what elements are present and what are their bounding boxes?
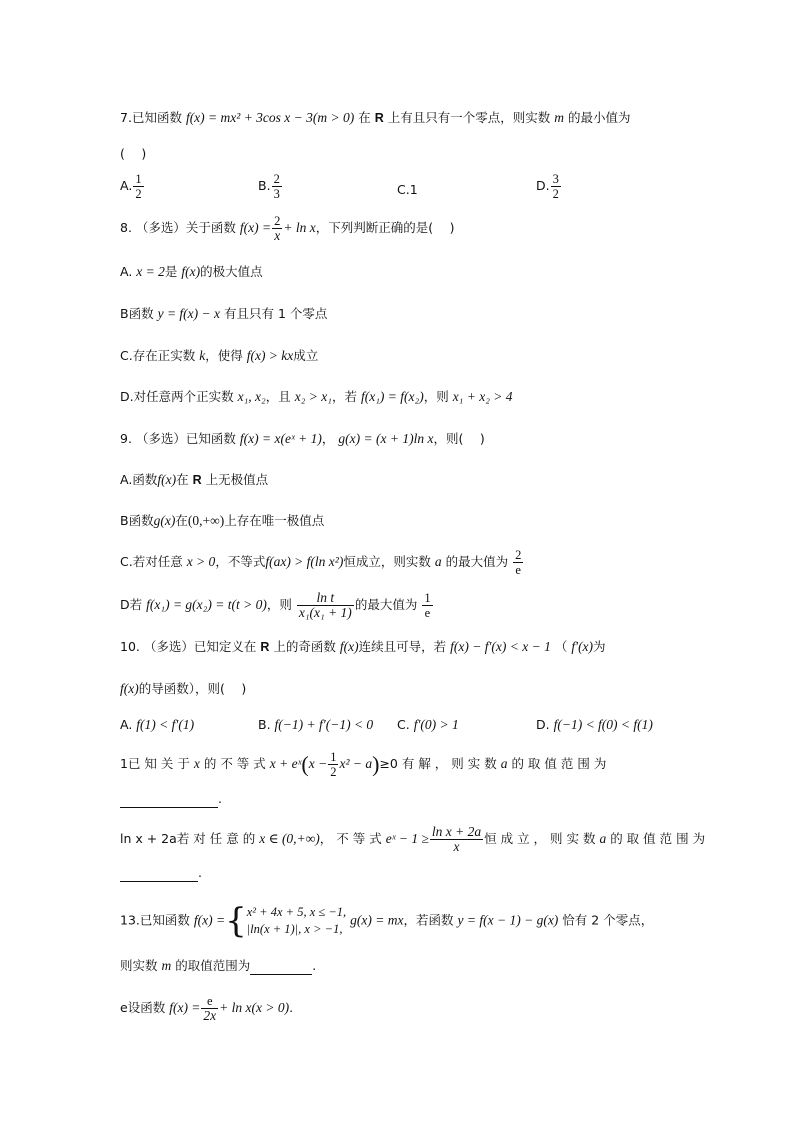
- text: 已知函数: [131, 110, 182, 125]
- math-variable: a: [599, 831, 607, 846]
- math-expression: f(x): [181, 264, 201, 279]
- fraction: [201, 994, 218, 1023]
- fraction: [513, 548, 523, 577]
- text: .: [312, 958, 317, 973]
- math-expression: x₁, x₂: [237, 389, 266, 404]
- math-expression: x −: [308, 756, 328, 771]
- text: 的 取 值 范 围 为: [610, 831, 706, 846]
- option-label: C.: [397, 717, 410, 732]
- denominator: x: [274, 228, 281, 243]
- text: 连续且可导，若: [358, 639, 447, 654]
- fraction: [328, 750, 338, 779]
- text: 是: [164, 264, 178, 279]
- option-label: B.: [258, 178, 271, 193]
- text: 存在正实数: [132, 348, 196, 363]
- math-expression: g(x) = mx: [350, 912, 404, 928]
- text: 为: [593, 639, 606, 654]
- option-label: C.: [120, 554, 133, 569]
- text: 函数: [132, 472, 158, 487]
- case-1: x² + 4x + 5, x ≤ −1,: [246, 905, 347, 919]
- text: 的 取 值 范 围 为: [511, 756, 607, 771]
- math-expression: f(−1) + f′(−1) < 0: [274, 717, 374, 732]
- denominator: 2: [552, 187, 559, 201]
- denominator: 2: [330, 765, 337, 779]
- math-expression: f(x): [339, 639, 359, 654]
- case-2: |ln(x + 1)|, x > −1,: [246, 922, 343, 936]
- fraction: [297, 591, 354, 620]
- denominator: e: [515, 563, 521, 577]
- question-13-line-2: [120, 957, 316, 975]
- math-variable: k: [199, 348, 206, 363]
- text: 上有且只有一个零点，则实数: [387, 110, 551, 125]
- math-expression: y = f(x − 1) − g(x): [457, 912, 559, 928]
- text: 的导函数），则( ): [138, 681, 247, 696]
- text: 已知函数: [139, 912, 190, 928]
- option-b: [258, 172, 283, 201]
- option-a: [120, 172, 145, 201]
- math-expression: f(−1) < f(0) < f(1): [553, 717, 653, 732]
- math-expression: f(x) =: [169, 1000, 201, 1015]
- answer-blank[interactable]: [120, 867, 198, 882]
- numerator: 1: [330, 750, 337, 764]
- text: ，若: [331, 389, 357, 404]
- question-9-option-c: [120, 548, 524, 577]
- math-expression: x = 2: [136, 264, 165, 279]
- numerator: 2: [274, 214, 281, 228]
- question-8-option-a: [120, 263, 263, 281]
- text: 若: [129, 597, 143, 612]
- text: （多选）已知定义在: [143, 639, 257, 654]
- question-9-option-a: [120, 471, 268, 489]
- text: 在: [176, 472, 189, 487]
- text: .: [198, 865, 202, 880]
- text: 恒成立，则实数: [343, 554, 431, 569]
- text: 成立: [293, 348, 319, 363]
- option-value: 1: [409, 182, 418, 197]
- left-paren: (: [301, 751, 309, 777]
- math-expression: f(x₁) = f(x₂): [360, 389, 424, 404]
- math-expression: f(x) − f′(x) < x − 1: [450, 639, 551, 654]
- math-expression: f′(0) > 1: [413, 717, 459, 732]
- math-expression: f′(x): [571, 639, 594, 654]
- option-label: B: [120, 306, 129, 321]
- question-14: [120, 994, 293, 1023]
- question-10-line-2: [120, 680, 246, 698]
- text: 若对任意: [132, 554, 183, 569]
- math-expression: f(x) = x(eˣ + 1): [239, 431, 322, 446]
- numerator: ln x + 2a: [431, 824, 482, 839]
- question-11-answer: [120, 790, 222, 808]
- question-number: 8.: [120, 220, 132, 235]
- answer-blank[interactable]: [120, 793, 218, 808]
- text: 恰有 2 个零点，: [562, 912, 654, 928]
- text: 的最大值为: [445, 554, 509, 569]
- text: 已 知 关 于: [127, 756, 190, 771]
- numerator: e: [201, 994, 218, 1009]
- option-d: [536, 716, 653, 734]
- fraction: [551, 172, 561, 201]
- question-8-option-b: [120, 305, 327, 323]
- question-number: 7.: [120, 110, 132, 125]
- text: 恒 成 立 ， 则 实 数: [484, 831, 596, 846]
- question-number: 1: [120, 756, 128, 771]
- math-expression: f(x) > kx: [246, 348, 294, 363]
- math-expression: y = f(x) − x: [157, 306, 221, 321]
- text: 函数: [128, 306, 154, 321]
- text: ，若函数: [403, 912, 454, 928]
- numerator: 2: [515, 548, 522, 562]
- text: ，使得: [205, 348, 243, 363]
- text: 在: [358, 110, 371, 125]
- fraction: [272, 172, 282, 201]
- numerator: 2: [273, 172, 280, 186]
- fraction: [430, 825, 483, 854]
- text: ≥0 有 解 ， 则 实 数: [379, 756, 497, 771]
- text: 上无极值点: [205, 472, 269, 487]
- option-label: D.: [120, 389, 134, 404]
- option-label: A.: [120, 717, 133, 732]
- math-expression: x > 0: [186, 554, 216, 569]
- option-label: C.: [397, 182, 410, 197]
- question-number: 13.: [120, 912, 140, 928]
- text: 的 不 等 式: [203, 756, 266, 771]
- fraction: [422, 591, 432, 620]
- option-d: [536, 172, 562, 201]
- math-variable: a: [500, 756, 508, 771]
- option-label: B: [120, 513, 129, 528]
- question-9-option-b: [120, 512, 324, 530]
- option-label: A.: [120, 178, 133, 193]
- numerator: ln t: [297, 591, 354, 606]
- question-9-option-d: [120, 591, 434, 620]
- math-expression: f(x) =: [193, 912, 226, 928]
- left-brace: {: [225, 901, 247, 941]
- numerator: 1: [424, 591, 431, 605]
- question-12-answer: [120, 864, 202, 882]
- math-expression: f(ax) > f(ln x²): [265, 554, 344, 569]
- denominator: 2: [135, 187, 142, 201]
- text: 上的奇函数: [273, 639, 336, 654]
- set-symbol: R: [374, 111, 384, 125]
- denominator: e: [424, 606, 431, 620]
- math-expression: x + eˣ: [269, 756, 302, 771]
- text: 若 对 任 意 的: [176, 831, 256, 846]
- question-7-paren: ( ): [120, 146, 147, 161]
- question-7: [120, 109, 631, 127]
- text: 的最小值为: [568, 110, 631, 125]
- math-variable: x: [193, 756, 200, 771]
- text: ，则: [423, 389, 449, 404]
- option-label: A.: [120, 264, 133, 279]
- question-10: [120, 638, 606, 656]
- set-symbol: R: [192, 473, 202, 487]
- question-11: [120, 750, 606, 779]
- text: 的极大值点: [200, 264, 263, 279]
- math-expression: x ∈ (0,+∞): [259, 831, 320, 846]
- option-b: [258, 716, 373, 734]
- option-label: D.: [536, 717, 550, 732]
- text: 有且只有 1 个零点: [224, 306, 328, 321]
- text: ， 不 等 式: [319, 831, 382, 846]
- math-expression: f(x): [157, 472, 177, 487]
- text: ，不等式: [215, 554, 266, 569]
- math-variable: m: [161, 958, 172, 973]
- denominator: x: [453, 839, 460, 854]
- option-c: [397, 716, 459, 734]
- option-label: D: [120, 597, 130, 612]
- text: （: [554, 639, 568, 654]
- question-8-option-c: [120, 347, 318, 365]
- question-8-option-d: [120, 388, 513, 406]
- numerator: 3: [552, 172, 559, 186]
- question-9: [120, 430, 485, 448]
- text: 在: [175, 513, 188, 528]
- fraction: [133, 172, 143, 201]
- math-expression: f(x₁) = g(x₂) = t(t > 0): [146, 597, 267, 612]
- question-number: 10.: [120, 639, 140, 654]
- math-expression: + ln x(x > 0): [219, 1000, 290, 1015]
- math-expression: f(x) =: [239, 220, 272, 235]
- math-variable: a: [434, 554, 442, 569]
- math-expression: g(x) = (x + 1)ln x: [338, 431, 434, 446]
- text: ，则: [266, 597, 292, 612]
- question-12: [120, 825, 705, 854]
- math-expression: g(x): [153, 513, 176, 528]
- text: （多选）关于函数: [135, 220, 236, 235]
- math-variable: m: [554, 110, 565, 125]
- question-13: [120, 901, 654, 941]
- text: 的取值范围为: [175, 958, 251, 973]
- option-label: A.: [120, 472, 133, 487]
- piecewise-cases: [247, 904, 346, 938]
- text: 上存在唯一极值点: [224, 513, 325, 528]
- denominator: x₁(x₁ + 1): [298, 605, 352, 620]
- text: .: [289, 1000, 294, 1015]
- math-expression: (0,+∞): [187, 513, 225, 528]
- denominator: 3: [273, 187, 280, 201]
- text: 则实数: [120, 958, 158, 973]
- right-paren: ): [372, 751, 380, 777]
- math-expression: f(x) = mx² + 3cos x − 3(m > 0): [185, 110, 355, 125]
- math-expression: x₁ + x₂ > 4: [452, 389, 513, 404]
- answer-blank[interactable]: [250, 960, 312, 975]
- option-label: C.: [120, 348, 133, 363]
- math-expression: x₂ > x₁: [294, 389, 332, 404]
- option-label: B.: [258, 717, 271, 732]
- option-a: [120, 716, 194, 734]
- question-number: e: [120, 1000, 128, 1015]
- text: ，且: [265, 389, 291, 404]
- math-expression: eˣ − 1 ≥: [385, 831, 429, 846]
- fraction: [272, 214, 282, 243]
- text: .: [218, 791, 222, 806]
- math-expression: x² − a: [339, 756, 373, 771]
- option-c: [397, 181, 418, 199]
- question-8: [120, 214, 454, 243]
- math-expression: f(1) < f′(1): [136, 717, 195, 732]
- numerator: 1: [135, 172, 142, 186]
- math-expression: + ln x: [283, 220, 316, 235]
- math-expression: f(x): [120, 681, 139, 696]
- text: ，则( ): [433, 431, 485, 446]
- text: 对任意两个正实数: [133, 389, 234, 404]
- text: （多选）已知函数: [135, 431, 236, 446]
- option-label: D.: [536, 178, 550, 193]
- question-number: 9.: [120, 431, 132, 446]
- text: ，: [321, 431, 335, 446]
- text: ，下列判断正确的是( ): [315, 220, 455, 235]
- set-symbol: R: [260, 640, 270, 654]
- text: 设函数: [127, 1000, 166, 1015]
- denominator: 2x: [203, 1008, 217, 1023]
- text: 函数: [128, 513, 154, 528]
- text: 的最大值为: [354, 597, 418, 612]
- question-number: ln x + 2a: [120, 831, 177, 846]
